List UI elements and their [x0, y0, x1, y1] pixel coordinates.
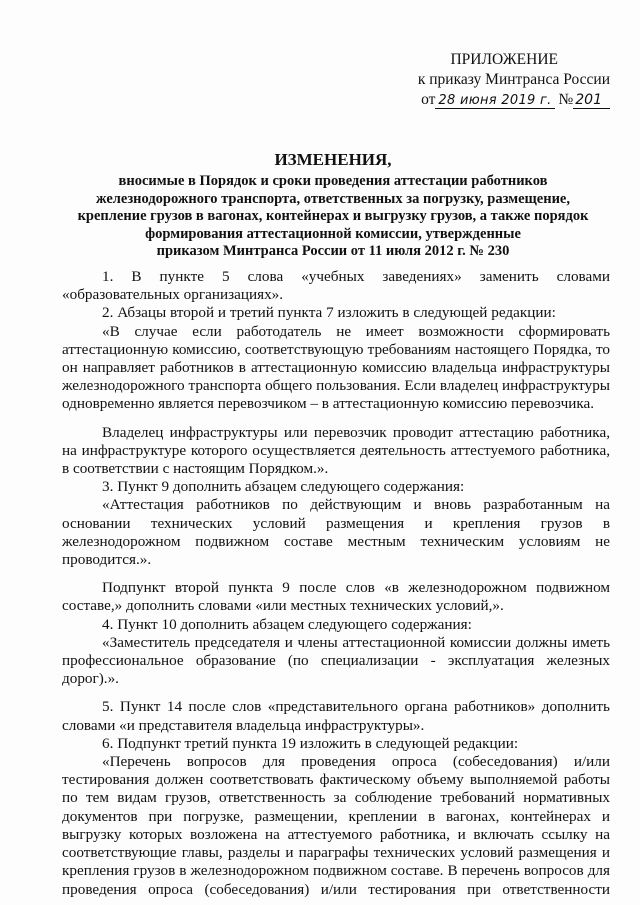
paragraph-4: Владелец инфраструктуры или перевозчик проводит аттестацию работника, на инфраструктуре которого осуществляется деятельность аттестуемого работника, в соответствии с настоящим Порядком.». [62, 423, 610, 478]
handwritten-date: 28 июня 2019 г. [435, 93, 554, 109]
order-date-line [370, 90, 610, 111]
paragraph-11: 6. Подпункт третий пункта 19 изложить в следующей редакции: [102, 734, 519, 752]
paragraph-7: Подпункт второй пункта 9 после слов «в железнодорожном подвижном составе,» дополнить словами «или местных технических условий,». [62, 579, 610, 615]
paragraph-6: «Аттестация работников по действующим и вновь разработанным на основании технических условий размещения и крепления грузов в железнодорожном подвижном составе местным техническим условиям не проводится.». [62, 496, 610, 569]
paragraph-8: 4. Пункт 10 дополнить абзацем следующего содержания: [102, 615, 472, 633]
title-line: железнодорожного транспорта, ответственных за погрузку, размещение, [96, 190, 570, 207]
document-title [56, 149, 610, 261]
appendix-title: ПРИЛОЖЕНИЕ [450, 51, 558, 68]
paragraph-9: «Заместитель председателя и члены аттестационной комиссии должны иметь профессиональное образование (по специализации - эксплуатация железных дорог).». [62, 633, 610, 688]
paragraph-1: 1. В пункте 5 слова «учебных заведениях» заменить словами «образовательных организациях». [62, 268, 610, 304]
title-line: вносимые в Порядок и сроки проведения аттестации работников [118, 173, 548, 189]
handwritten-number: 201 [573, 92, 610, 109]
paragraph-5: 3. Пункт 9 дополнить абзацем следующего содержания: [102, 478, 465, 496]
title-main: ИЗМЕНЕНИЯ, [274, 150, 392, 169]
paragraph-2: 2. Абзацы второй и третий пункта 7 изложить в следующей редакции: [102, 304, 556, 322]
title-line: крепление грузов в вагонах, контейнерах и выгрузку грузов, а также порядок [77, 208, 589, 224]
number-label: № [558, 91, 574, 108]
paragraph-10: 5. Пункт 14 после слов «представительного органа работников» дополнить словами «и представителя владельца инфраструктуры». [62, 698, 610, 734]
title-line: приказом Минтранса России от 11 июля 2012 г. № 230 [156, 243, 510, 259]
document-body [62, 268, 610, 899]
paragraph-12: «Перечень вопросов для проведения опроса (собеседования) и/или тестирования должен соответствовать фактическому объему выполняемой работы по тем видам грузов, ответственность за соблюдение требований нормативных документов при погрузке, размещении, креплении в вагонах, контейнерах и выгрузку которых возложена на аттестуемого работника, и включать ссылку на соответствующие главы, разделы и параграфы технических условий размещения и крепления грузов в железнодорожном подвижном составе. В перечень вопросов для проведения опроса (собеседования) и/или тестирования при ответственности [62, 753, 610, 898]
from-label: от [421, 91, 436, 108]
paragraph-3: «В случае если работодатель не имеет возможности сформировать аттестационную комиссию, соответствующую требованиям настоящего Порядка, то он направляет работников в аттестационную комиссию владельца инфраструктуры железнодорожного транспорта общего пользования. Если владелец инфраструктуры одновременно является перевозчиком – в аттестационную комиссию перевозчика. [62, 322, 610, 413]
appendix-reference: к приказу Минтранса России [417, 71, 610, 88]
title-line: формирования аттестационной комиссии, утвержденные [145, 225, 521, 242]
appendix-header [370, 50, 610, 111]
